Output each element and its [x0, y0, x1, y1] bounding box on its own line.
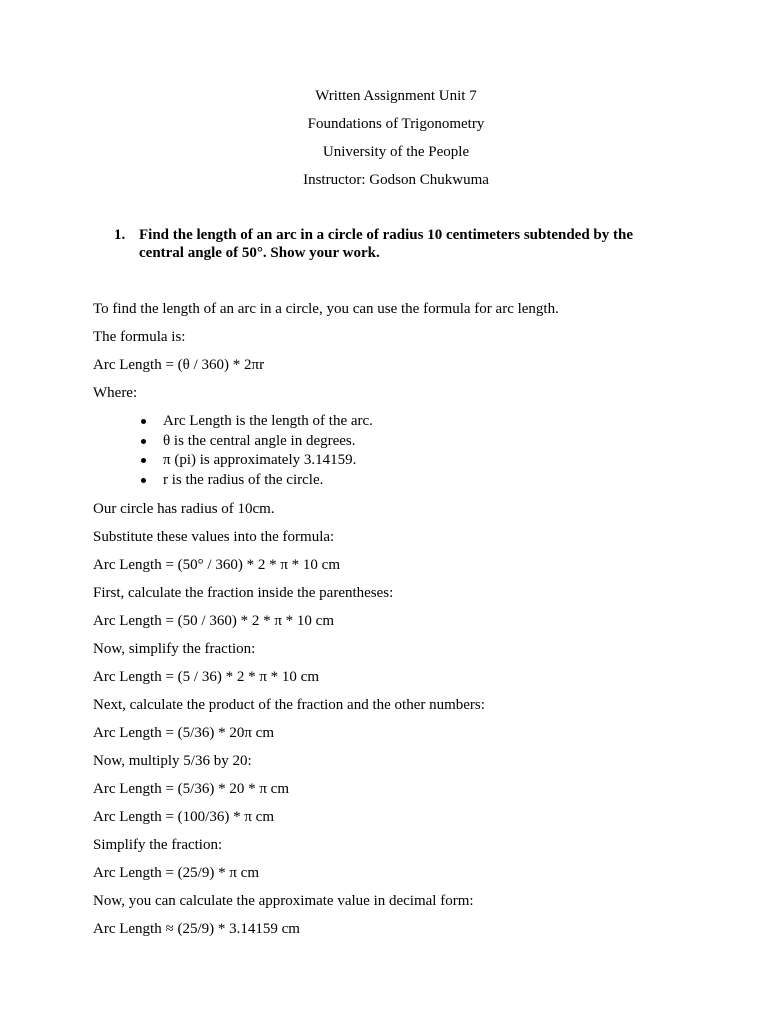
- substitute-step: Substitute these values into the formula:: [93, 529, 335, 545]
- bullet-icon: [141, 458, 146, 463]
- list-item: π (pi) is approximately 3.14159.: [93, 451, 733, 471]
- bullet-icon: [141, 439, 146, 444]
- equation-line: Arc Length = (5/36) * 20 * π cm: [93, 781, 289, 797]
- equation-line: Arc Length = (50° / 360) * 2 * π * 10 cm: [93, 557, 340, 573]
- equation-line: Arc Length = (5/36) * 20π cm: [93, 725, 274, 741]
- list-item: r is the radius of the circle.: [93, 471, 733, 491]
- assignment-title: Written Assignment Unit 7: [315, 88, 477, 104]
- equation-line: Arc Length ≈ (25/9) * 3.14159 cm: [93, 921, 300, 937]
- question-number: 1.: [114, 227, 126, 243]
- formula-intro: The formula is:: [93, 329, 186, 345]
- step-text: Next, calculate the product of the fraction and the other numbers:: [93, 697, 485, 713]
- step-text: First, calculate the fraction inside the parentheses:: [93, 585, 394, 601]
- document-header: [0, 86, 768, 198]
- step-text: Simplify the fraction:: [93, 837, 223, 853]
- variable-list: [93, 412, 733, 490]
- intro-paragraph: To find the length of an arc in a circle, you can use the formula for arc length.: [93, 301, 559, 317]
- equation-line: Arc Length = (5 / 36) * 2 * π * 10 cm: [93, 669, 319, 685]
- list-item: Arc Length is the length of the arc.: [93, 412, 733, 432]
- question-1: [114, 226, 674, 262]
- radius-statement: Our circle has radius of 10cm.: [93, 501, 275, 517]
- step-text: Now, multiply 5/36 by 20:: [93, 753, 252, 769]
- step-text: Now, you can calculate the approximate value in decimal form:: [93, 893, 474, 909]
- formula: Arc Length = (θ / 360) * 2πr: [93, 357, 265, 373]
- equation-line: Arc Length = (50 / 360) * 2 * π * 10 cm: [93, 613, 334, 629]
- university-name: University of the People: [322, 144, 470, 160]
- bullet-icon: [141, 419, 146, 424]
- answer-body: [93, 298, 733, 946]
- instructor-name: Instructor: Godson Chukwuma: [303, 172, 489, 188]
- equation-line: Arc Length = (25/9) * π cm: [93, 865, 259, 881]
- equation-line: Arc Length = (100/36) * π cm: [93, 809, 274, 825]
- where-label: Where:: [93, 385, 138, 401]
- question-text: Find the length of an arc in a circle of radius 10 centimeters subtended by the central angle of 50°. Show your work.: [139, 227, 634, 261]
- step-text: Now, simplify the fraction:: [93, 641, 256, 657]
- course-name: Foundations of Trigonometry: [307, 116, 485, 132]
- list-item: θ is the central angle in degrees.: [93, 432, 733, 452]
- bullet-icon: [141, 478, 146, 483]
